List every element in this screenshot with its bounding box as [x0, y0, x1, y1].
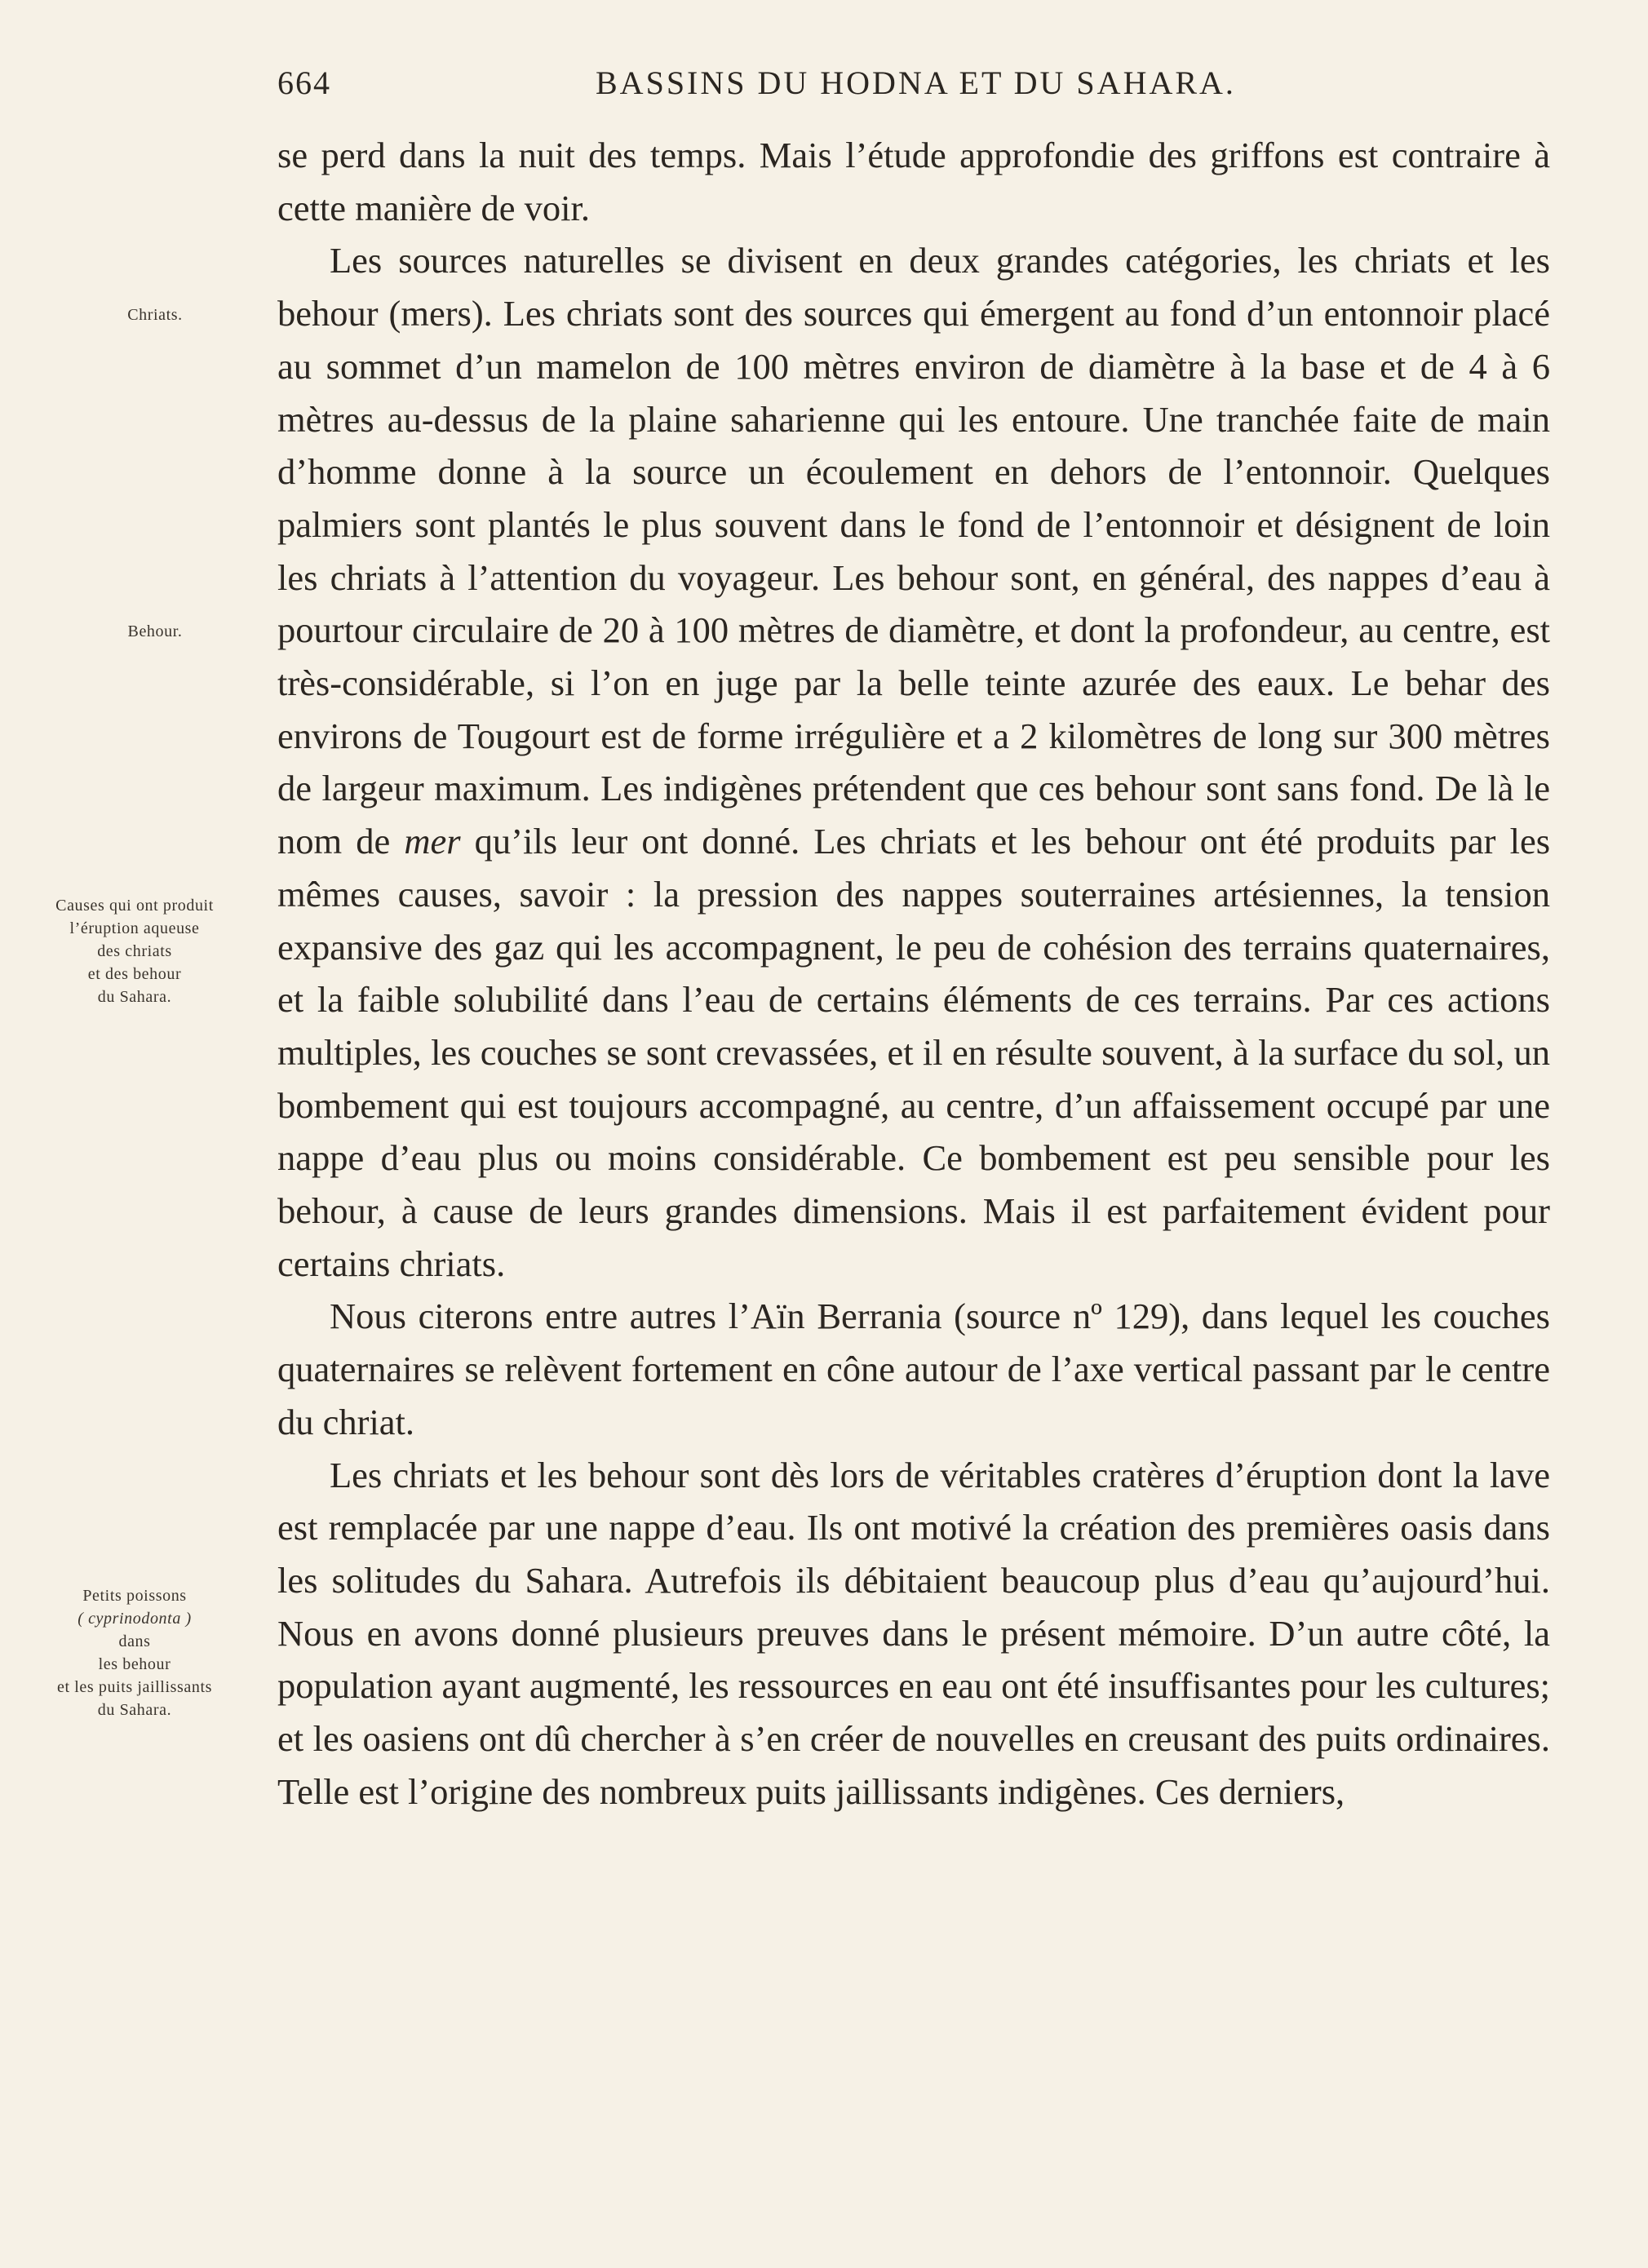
margin-note-behour [82, 620, 228, 643]
margin-note-line [0, 1607, 269, 1630]
margin-note-line: du Sahara. [97, 988, 172, 1006]
margin-note-petits-poissons [0, 1584, 269, 1721]
paragraph-2-italic-word: mer [404, 821, 461, 862]
page-title: BASSINS DU HODNA ET DU SAHARA. [596, 64, 1236, 101]
margin-note-line: dans [118, 1632, 151, 1650]
margin-note-chriats-text: Chriats. [127, 306, 183, 324]
margin-note-chriats [82, 303, 228, 326]
margin-note-line: Petits poissons [82, 1587, 187, 1605]
margin-note-line: les behour [98, 1655, 171, 1673]
margin-note-line: l’éruption aqueuse [69, 919, 200, 937]
paragraph-2-text-a: Les sources naturelles se divisent en deux grandes catégories, les chriats et les behour (mers). Les chriats sont des sources qui émergent au fond d’un entonnoir placé au sommet d’un mamelon de 100 mètres environ de diamètre à la base et de 4 à 6 mètres au-dessus de la plaine saharienne qui les entoure. Une tranchée faite de main d’homme donne à la source un écoulement en dehors de l’entonnoir. Quelques palmiers sont plantés le plus souvent dans le fond de l’entonnoir et désignent de loin les chriats à l’attention du voyageur. Les behour sont, en général, des nappes d’eau à pourtour circulaire de 20 à 100 mètres de diamètre, et dont la profondeur, au centre, est très-considérable, si l’on en juge par la belle teinte azurée des eaux. Le behar des environs de Tougourt est de forme irrégulière et a 2 kilomètres de long sur 300 mètres de largeur maximum. Les indigènes prétendent que ces behour sont sans fond. De là le nom de [277, 240, 1550, 862]
paragraph-1: se perd dans la nuit des temps. Mais l’étude approfondie des griffons est contraire à cette manière de voir. [277, 135, 1550, 228]
page-number: 664 [277, 64, 331, 101]
paragraph-2 [277, 234, 1550, 1290]
paragraph-4: Les chriats et les behour sont dès lors de véritables cratères d’éruption dont la lave est remplacée par une nappe d’eau. Ils ont motivé la création des premières oasis dans les solitudes du Sahara. Autrefois ils débitaient beaucoup plus d’eau qu’aujourd’hui. Nous en avons donné plusieurs preuves dans le présent mémoire. D’un autre côté, la population ayant augmenté, les ressources en eau ont été insuffisantes pour les cultures; et les oasiens ont dû chercher à s’en créer de nouvelles en creusant des puits ordinaires. Telle est l’origine des nombreux puits jaillissants indigènes. Ces derniers, [277, 1454, 1550, 1812]
body-text [277, 129, 1550, 1818]
margin-note-italic: ( cyprinodonta ) [78, 1610, 192, 1628]
paragraph-3: Nous citerons entre autres l’Aïn Berrania (source nº 129), dans lequel les couches quaternaires se relèvent fortement en cône autour de l’axe vertical passant par le centre du chriat. [277, 1296, 1550, 1442]
margin-note-line: du Sahara. [97, 1701, 172, 1719]
margin-note-line: des chriats [97, 942, 172, 960]
margin-note-line: Causes qui ont produit [55, 897, 214, 915]
margin-note-line: et des behour [87, 965, 182, 983]
paragraph-2-text-b: qu’ils leur ont donné. Les chriats et les behour ont été produits par les mêmes causes, savoir : la pression des nappes souterraines artésiennes, la tension expansive des gaz qui les accompagnent, le peu de cohésion des terrains quaternaires, et la faible solubilité dans l’eau de certains éléments de ces terrains. Par ces actions multiples, les couches se sont crevassées, et il en résulte souvent, à la surface du sol, un bombement qui est toujours accompagné, au centre, d’un affaissement occupé par une nappe d’eau plus ou moins considérable. Ce bombement est peu sensible pour les behour, à cause de leurs grandes dimensions. Mais il est parfaitement évident pour certains chriats. [277, 821, 1551, 1284]
margin-note-line: et les puits jaillissants [57, 1678, 212, 1696]
margin-note-causes [0, 894, 269, 1008]
margin-note-behour-text: Behour. [127, 622, 183, 640]
running-head [277, 64, 1550, 104]
